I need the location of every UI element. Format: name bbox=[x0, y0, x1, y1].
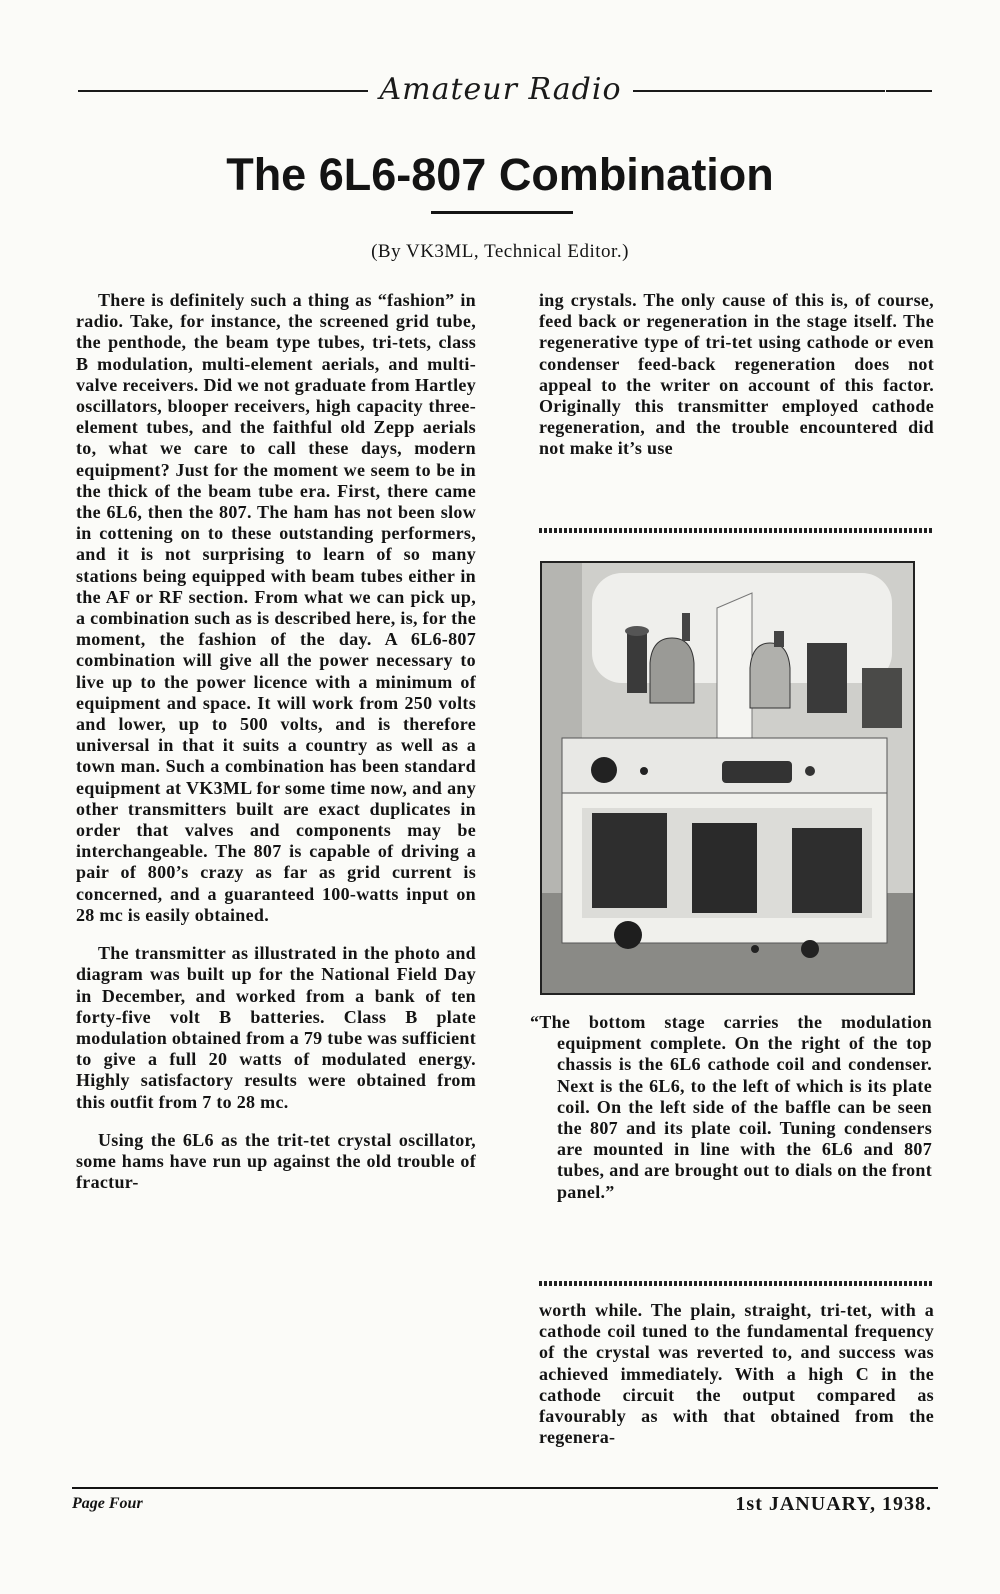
dotted-rule-top bbox=[539, 528, 932, 533]
masthead-rule-left bbox=[78, 90, 368, 92]
dotted-rule-bottom bbox=[539, 1281, 932, 1286]
masthead-title: Amateur Radio bbox=[379, 72, 622, 107]
transmitter-photo bbox=[540, 561, 915, 995]
byline: (By VK3ML, Technical Editor.) bbox=[371, 241, 629, 262]
left-column bbox=[76, 290, 476, 1193]
title-underline bbox=[431, 211, 573, 214]
article-title: The 6L6-807 Combination bbox=[226, 149, 774, 200]
paragraph-continued-2: worth while. The plain, straight, tri-tet, with a cathode coil tuned to the fundamental frequency of the crystal was reverted to, and success was achieved immediately. With a high C in the cathode circuit the output compared as favourably as with that obtained from the regenera- bbox=[539, 1300, 934, 1448]
page-number: Page Four bbox=[72, 1495, 143, 1512]
masthead-rule-right bbox=[633, 90, 885, 92]
paragraph-1: There is definitely such a thing as “fashion” in radio. Take, for instance, the screened grid tube, the penthode, the beam type tubes, tri-tets, class B modulation, multi-element aerials, and multi-valve receivers. Did we not graduate from Hartley oscillators, blooper receivers, high capacity three-element tubes, and the faithful old Zepp aerials to, what we care to call these days, modern equipment? Just for the moment we seem to be in the thick of the beam tube era. First, there came the 6L6, then the 807. The ham has not been slow in cottening on to these outstanding performers, and it is not surprising to learn of so many stations being equipped with beam tubes either in the AF or RF section. From what we can pick up, a combination such as is described here, is, for the moment, the fashion of the day. A 6L6-807 combination will give all the power necessary to live up to the power licence with a minimum of equipment and space. It will work from 250 volts and lower, up to 500 volts, and is therefore universal in that it suits a country as well as a town man. Such a combination has been standard equipment at VK3ML for some time now, and any other transmitters built are exact duplicates in order that valves and components may be interchangeable. The 807 is capable of driving a pair of 800’s crazy as far as grid current is concerned, and a guaranteed 100-watts input on 28 mc is easily obtained. bbox=[76, 290, 476, 925]
footer-rule bbox=[72, 1487, 938, 1489]
paragraph-continued: ing crystals. The only cause of this is, of course, feed back or regeneration in the stage itself. The regenerative type of tri-tet using cathode or even condenser feed-back regeneration does not appeal to the writer on account of this factor. Originally this transmitter employed cathode regeneration, and the trouble encountered did not make it’s use bbox=[539, 290, 934, 459]
right-column-top bbox=[539, 290, 934, 460]
photo-caption bbox=[530, 1012, 932, 1203]
masthead-rule-end bbox=[886, 90, 932, 92]
masthead bbox=[78, 70, 940, 110]
paragraph-3: Using the 6L6 as the trit-tet crystal oscillator, some hams have run up against the old trouble of fractur- bbox=[76, 1129, 476, 1193]
paragraph-2: The transmitter as illustrated in the photo and diagram was built up for the National Field Day in December, and worked from a bank of ten forty-five volt B batteries. Class B plate modulation obtained from a 79 tube was sufficient to give a full 20 watts of modulated energy. Highly satisfactory results were obtained from this outfit from 7 to 28 mc. bbox=[76, 943, 476, 1112]
issue-date: 1st JANUARY, 1938. bbox=[735, 1493, 932, 1515]
right-column-bottom bbox=[539, 1300, 934, 1448]
caption-text: “The bottom stage carries the modulation equipment complete. On the right of the top chassis is the 6L6 cathode coil and condenser. Next is the 6L6, to the left of which is its plate coil. On the left side of the baffle can be seen the 807 and its plate coil. Tuning condensers are mounted in line with the 6L6 and 807 tubes, and are brought out to dials on the front panel.” bbox=[530, 1012, 932, 1202]
